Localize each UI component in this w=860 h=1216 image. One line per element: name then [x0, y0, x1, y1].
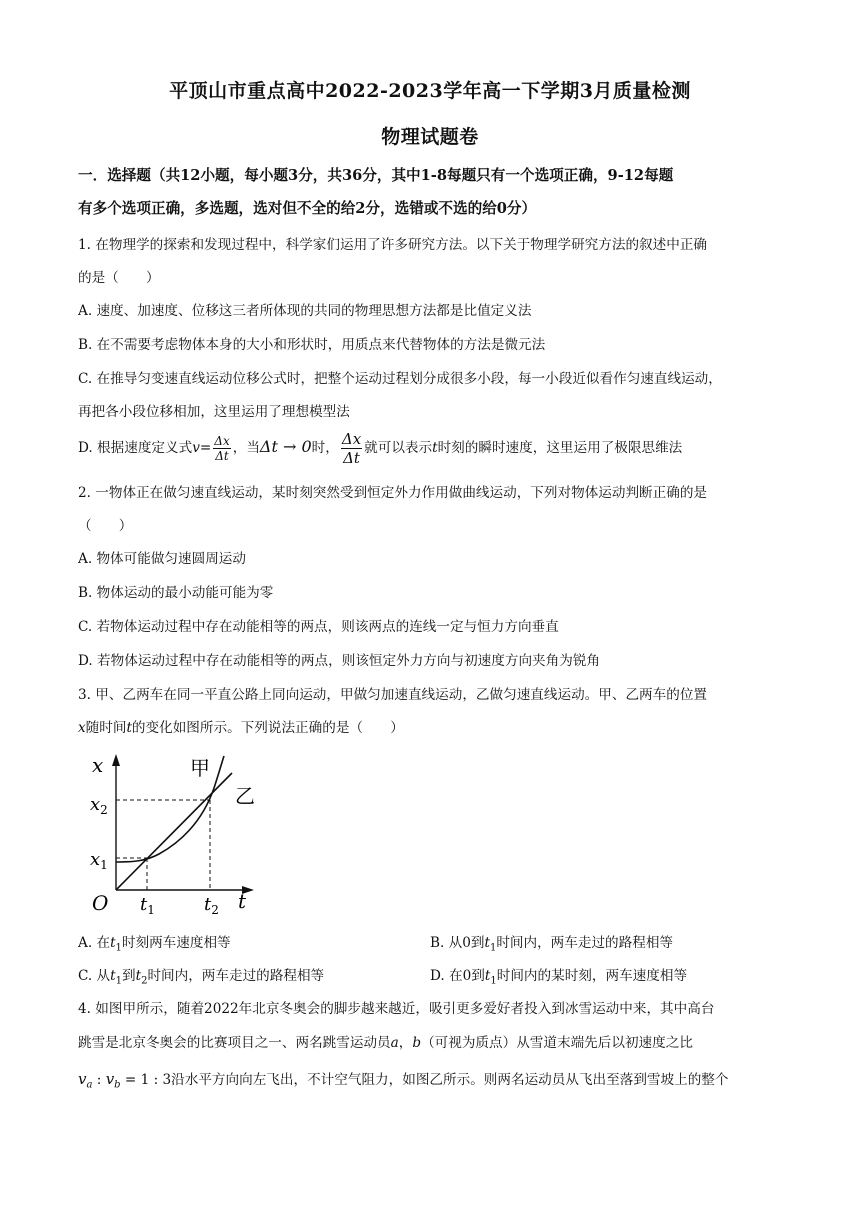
q1-d-mid1: ，当 — [232, 440, 260, 456]
graph-origin-label: O — [92, 891, 109, 915]
q1-option-c-line1: C. 在推导匀变速直线运动位移公式时，把整个运动过程划分成很多小段，每一小段近似看作匀速直线运动， — [78, 371, 722, 387]
graph-label-x2: $x_2$ — [90, 794, 108, 817]
q1-d-fraction2 — [341, 430, 362, 467]
q4-line2: 跳雪是北京冬奥会的比赛项目之一、两名跳雪运动员a，b（可视为质点）从雪道末端先后以初速度之比 — [78, 1035, 693, 1051]
q1-d-t: t — [432, 440, 438, 456]
q3-stem-line2 — [78, 716, 404, 736]
q3-stem-b: 的变化如图所示。下列说法正确的是（ ） — [131, 720, 404, 736]
q1-d-limit: Δt → 0 — [259, 437, 312, 456]
q2-stem-line2: （ ） — [78, 518, 133, 534]
q3-option-a: A. 在$t_1$时刻两车速度相等 — [78, 935, 231, 954]
graph-label-jia: 甲 — [190, 756, 210, 780]
graph-line-yi — [116, 773, 232, 890]
q1-option-d — [78, 430, 682, 467]
q4-line3: $v_a$ : $v_b = 1$ : 3沿水平方向向左飞出，不计空气阻力，如图乙所示。则两名运动员从飞出至落到雪坡上的整个 — [78, 1070, 729, 1091]
graph-label-t2: $t_2$ — [204, 894, 219, 917]
q1-d-fraction — [213, 434, 230, 463]
section-heading-line1: 一．选择题（共12小题，每小题3分，共36分，其中1-8每题只有一个选项正确，9-12每题 — [78, 167, 674, 184]
q1-d-mid3: 就可以表示 — [364, 440, 433, 456]
q3-stem-t: t — [126, 720, 132, 736]
q1-d-mid2: 时， — [311, 440, 339, 456]
q1-stem-line2: 的是（ ） — [78, 270, 160, 286]
exam-subtitle: 物理试题卷 — [381, 126, 479, 148]
q1-d-frac2-den: Δt — [343, 449, 360, 467]
q1-d-frac-den: Δt — [215, 449, 229, 463]
q1-d-eq: = — [199, 440, 212, 456]
q1-option-b: B. 在不需要考虑物体本身的大小和形状时，用质点来代替物体的方法是微元法 — [78, 337, 546, 353]
q3-stem-x: x — [78, 720, 86, 736]
q1-stem-line1: 1. 在物理学的探索和发现过程中，科学家们运用了许多研究方法。以下关于物理学研究方法的叙述中正确 — [78, 237, 708, 253]
graph-y-label: x — [92, 753, 104, 777]
q1-d-v: v — [192, 440, 200, 456]
graph-label-t1: $t_1$ — [140, 894, 155, 917]
q1-d-frac-num: Δx — [214, 434, 230, 448]
q2-option-c: C. 若物体运动过程中存在动能相等的两点，则该两点的连线一定与恒力方向垂直 — [78, 619, 559, 635]
q1-option-a: A. 速度、加速度、位移这三者所体现的共同的物理思想方法都是比值定义法 — [78, 303, 532, 319]
exam-title: 平顶山市重点高中2022-2023学年高一下学期3月质量检测 — [169, 80, 691, 102]
q1-d-post: 时刻的瞬时速度，这里运用了极限思维法 — [437, 440, 683, 456]
q3-option-b: B. 从0到$t_1$时间内，两车走过的路程相等 — [430, 935, 674, 954]
q3-stem-line1: 3. 甲、乙两车在同一平直公路上同向运动，甲做匀加速直线运动，乙做匀速直线运动。甲、乙两车的位置 — [78, 687, 708, 703]
graph-label-x1: $x_1$ — [90, 849, 108, 872]
q2-stem-line1: 2. 一物体正在做匀速直线运动，某时刻突然受到恒定外力作用做曲线运动，下列对物体运动判断正确的是 — [78, 485, 708, 501]
q3-position-time-graph — [84, 748, 274, 918]
graph-label-yi: 乙 — [235, 784, 255, 808]
q3-option-c: C. 从$t_1$到$t_2$时间内，两车走过的路程相等 — [78, 968, 325, 987]
graph-y-arrow — [112, 754, 120, 766]
section-heading-line2: 有多个选项正确，多选题，选对但不全的给2分，选错或不选的给0分） — [78, 200, 537, 217]
q3-option-d: D. 在0到$t_1$时间内的某时刻，两车速度相等 — [430, 968, 688, 987]
graph-x-label: t — [238, 889, 247, 913]
q2-option-b: B. 物体运动的最小动能可能为零 — [78, 585, 274, 601]
q3-stem-a: 随时间 — [85, 720, 127, 736]
q1-d-prefix: D. 根据速度定义式 — [78, 440, 193, 456]
q1-d-frac2-num: Δx — [341, 430, 362, 448]
q4-line1: 4. 如图甲所示，随着2022年北京冬奥会的脚步越来越近，吸引更多爱好者投入到冰雪运动中来，其中高台 — [78, 1001, 715, 1017]
q2-option-a: A. 物体可能做匀速圆周运动 — [78, 551, 246, 567]
q1-option-c-line2: 再把各小段位移相加，这里运用了理想模型法 — [78, 404, 350, 420]
q2-option-d: D. 若物体运动过程中存在动能相等的两点，则该恒定外力方向与初速度方向夹角为锐角 — [78, 653, 601, 669]
